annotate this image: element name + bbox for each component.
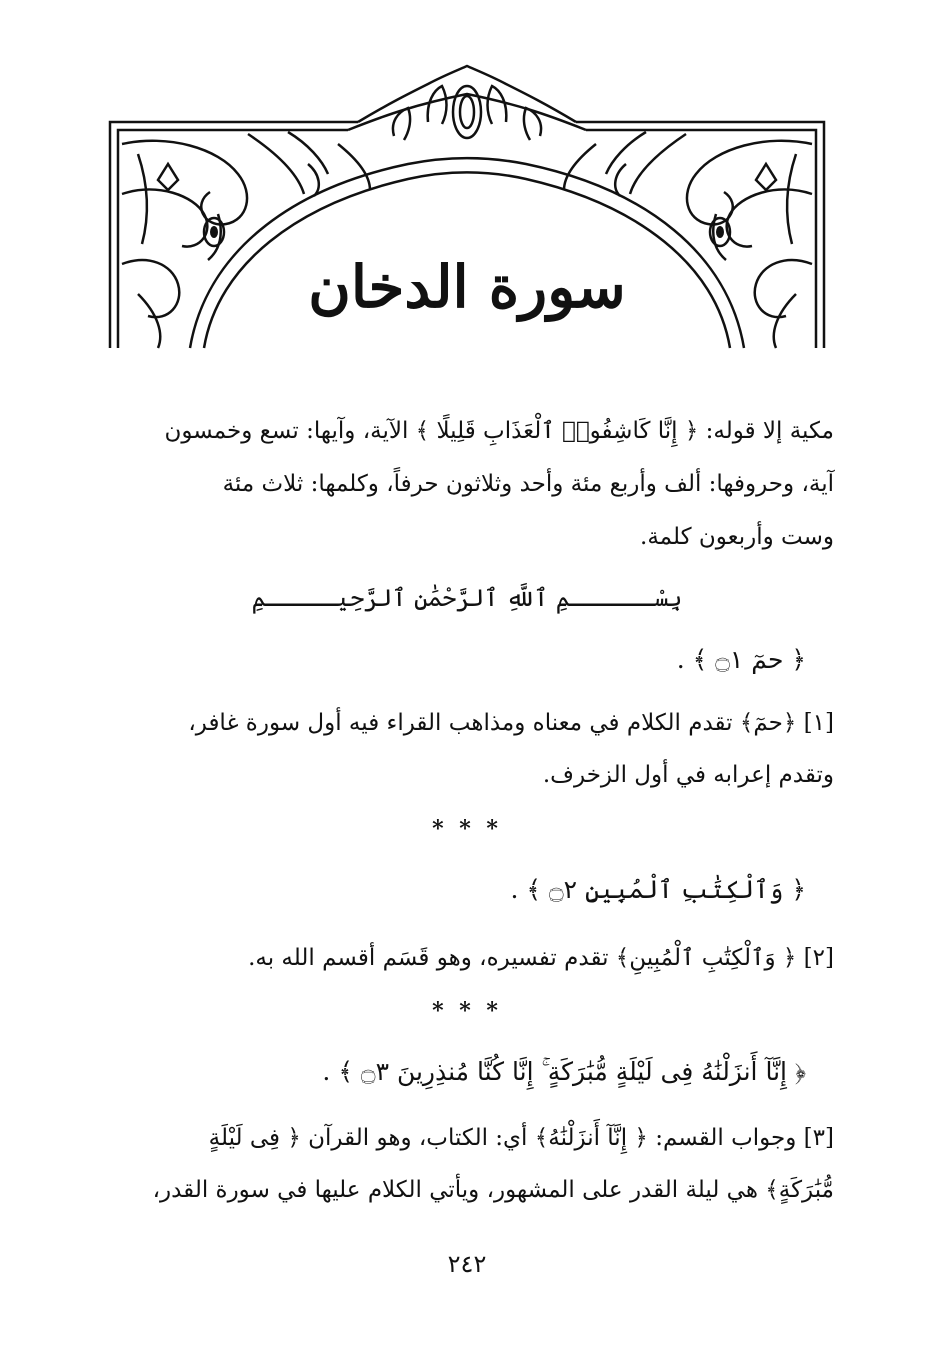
intro-line-1: مكية إلا قوله: ﴿ إِنَّا كَاشِفُوا۟ ٱلْعَذَابِ قَلِيلًا ﴾ الآية، وآيها: تسع وخمسون [164, 418, 834, 444]
intro-line-3: وست وأربعون كلمة. [640, 524, 834, 550]
separator-2: * * * [432, 998, 502, 1024]
commentary-3-line-2: مُّبَٰرَكَةٍ﴾ هي ليلة القدر على المشهور، ويأتي الكلام عليها في سورة القدر، [152, 1177, 834, 1203]
intro-paragraph [118, 405, 834, 564]
verse-2: ﴿ وَٱلْكِتَٰبِ ٱلْمُبِينِ ۝٢ ﴾ . [510, 875, 806, 904]
surah-title: سورة الدخان [308, 253, 626, 321]
commentary-1-line-1: [١] ﴿حمٓ﴾ تقدم الكلام في معناه ومذاهب القراء فيه أول سورة غافر، [188, 710, 834, 736]
page-number: ٢٤٢ [447, 1250, 487, 1278]
verse-1: ﴿ حمٓ ۝١ ﴾ . [676, 645, 806, 674]
commentary-2 [118, 932, 834, 984]
commentary-1 [118, 697, 834, 801]
intro-line-2: آية، وحروفها: ألف وأربع مئة وأحد وثلاثون حرفاً، وكلمها: ثلاث مئة [222, 471, 834, 497]
commentary-3-line-1: [٣] وجواب القسم: ﴿ إِنَّآ أَنزَلْنَٰهُ﴾ أي: الكتاب، وهو القرآن ﴿ فِى لَيْلَةٍ [208, 1125, 834, 1151]
surah-header-frame [108, 64, 826, 350]
basmala: بِسْــــــمِ ٱللَّهِ ٱلرَّحْمَٰنِ ٱلرَّحِيـــــمِ [251, 584, 683, 612]
commentary-1-line-2: وتقدم إعرابه في أول الزخرف. [542, 762, 834, 788]
commentary-2-line-1: [٢] ﴿ وَٱلْكِتَٰبِ ٱلْمُبِينِ﴾ تقدم تفسيره، وهو قَسَم أقسم الله به. [248, 945, 834, 971]
separator-1: * * * [432, 816, 502, 842]
verse-3: ﴿ إِنَّآ أَنزَلْنَٰهُ فِى لَيْلَةٍ مُّبَٰرَكَةٍ ۚ إِنَّا كُنَّا مُنذِرِينَ ۝٣ ﴾ . [322, 1057, 806, 1086]
commentary-3 [118, 1112, 834, 1216]
